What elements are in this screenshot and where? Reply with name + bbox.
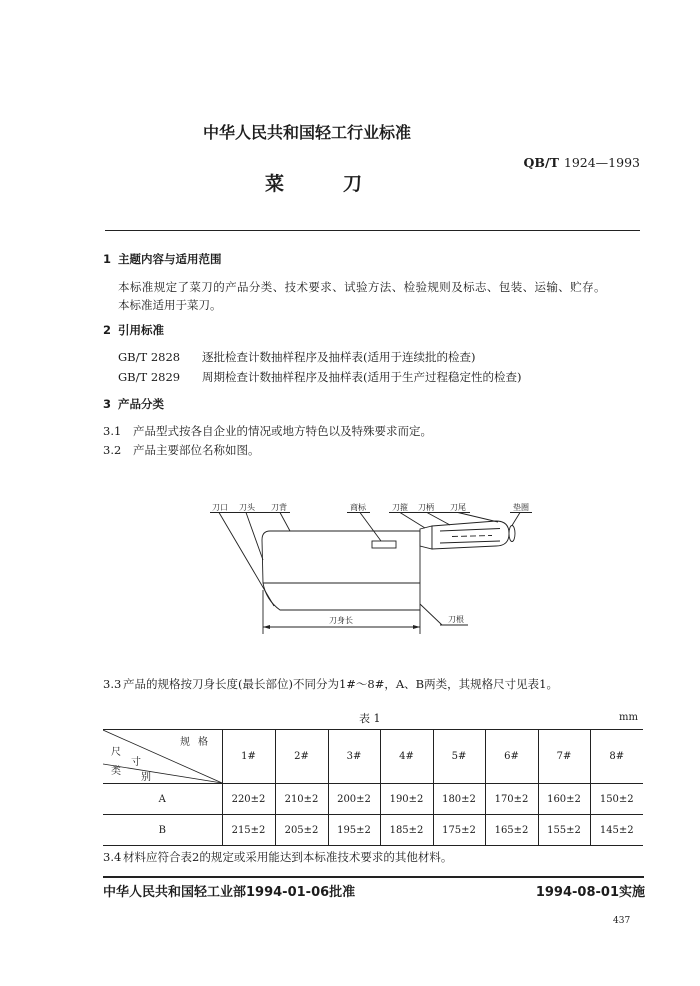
reference-title: 逐批检查计数抽样程序及抽样表(适用于连续批的检查) [202,350,476,364]
corner-label-size: 尺 [111,747,121,758]
section-3-number: 3 [103,397,112,411]
dimension-arrow-right [413,625,420,629]
leader-ferrule [400,513,425,529]
table-row [103,784,643,815]
table-cell: 165±2 [485,815,538,846]
ferrule [420,526,432,549]
dimension-arrow-left [263,625,270,629]
leader-handle [427,513,450,526]
table-cell: 155±2 [538,815,590,846]
label-head: 刀头 [239,503,255,512]
table-column-header: 2# [275,730,328,784]
document-title: 菜刀 [265,173,422,195]
standard-code-prefix: QB/T [523,155,559,170]
corner-label-type: 别 [141,772,151,783]
footer-divider [103,876,644,878]
table-cell: 175±2 [433,815,485,846]
section-1-paragraph: 本标准适用于菜刀。 [118,298,222,312]
reference-code: GB/T 2828 [118,350,181,364]
table-cell: 160±2 [538,784,590,815]
leader-tail [458,513,498,523]
issuing-body-title: 中华人民共和国轻工行业标准 [203,123,412,142]
leader-washer [512,513,520,526]
table-row-label: A [103,784,222,815]
corner-label-type: 类 [111,766,121,777]
reference-code: GB/T 2829 [118,370,181,384]
label-back: 刀背 [271,503,287,512]
table-cell: 200±2 [328,784,380,815]
table-column-header: 7# [538,730,590,784]
label-heel: 刀根 [448,615,464,624]
label-blade-length: 刀身长 [329,616,353,625]
leader-heel [420,604,442,625]
table-cell: 180±2 [433,784,485,815]
table-column-header: 1# [222,730,275,784]
table-cell: 210±2 [275,784,328,815]
label-tail: 刀尾 [450,503,466,512]
label-ferrule: 刀箍 [392,503,408,512]
table-column-header: 8# [590,730,643,784]
leader-head [246,513,263,561]
effective-date: 1994-08-01实施 [535,885,645,900]
clause-number: 3.4 [103,850,122,864]
label-trademark: 商标 [350,503,366,512]
page-number: 437 [613,916,631,926]
table-header-row [103,730,643,784]
handle-body [432,521,509,549]
clause-number: 3.1 [103,424,122,438]
clause-text: 产品型式按各自企业的情况或地方特色以及特殊要求而定。 [133,424,432,438]
approval-line: 中华人民共和国轻工业部1994-01-06批准 [103,885,356,900]
table-cell: 220±2 [222,784,275,815]
table-column-header: 4# [380,730,433,784]
clause-number: 3.3 [103,677,122,691]
table-column-header: 6# [485,730,538,784]
clause-text: 产品主要部位名称如图。 [133,443,260,457]
table-row-label: B [103,815,222,846]
table-cell: 145±2 [590,815,643,846]
washer [509,526,515,542]
header-divider [105,230,640,231]
label-handle: 刀柄 [418,503,434,512]
label-edge: 刀口 [212,503,228,512]
standard-code-number: 1924—1993 [563,155,640,170]
table-column-header: 3# [328,730,380,784]
table-row [103,815,643,846]
table-cell: 150±2 [590,784,643,815]
table-cell: 215±2 [222,815,275,846]
table-cell: 190±2 [380,784,433,815]
table-caption: 表 1 [359,712,381,725]
standard-code [524,157,640,170]
table-cell: 170±2 [485,784,538,815]
table-cell: 195±2 [328,815,380,846]
specification-table [103,729,643,846]
table-corner-cell [103,730,222,784]
section-1-paragraph: 本标准规定了菜刀的产品分类、技术要求、试验方法、检验规则及标志、包装、运输、贮存。 [118,280,606,294]
table-column-header: 5# [433,730,485,784]
table-cell: 205±2 [275,815,328,846]
table-unit: mm [619,712,638,723]
table-cell: 185±2 [380,815,433,846]
section-2-heading: 引用标准 [118,323,164,337]
corner-label-size: 寸 [131,757,141,768]
section-2-number: 2 [103,323,112,337]
section-1-number: 1 [103,252,112,266]
section-3-heading: 产品分类 [118,397,164,411]
section-1-heading: 主题内容与适用范围 [118,252,222,266]
kitchen-knife-diagram [195,492,545,640]
label-washer: 垫圈 [513,503,529,512]
corner-label-spec: 规格 [180,737,216,748]
leader-back [280,513,290,532]
reference-title: 周期检查计数抽样程序及抽样表(适用于生产过程稳定性的检查) [202,370,522,384]
clause-number: 3.2 [103,443,122,457]
clause-text: 材料应符合表2的规定或采用能达到本标准技术要求的其他材料。 [123,850,453,864]
clause-text: 产品的规格按刀身长度(最长部位)不同分为1#～8#，A、B两类，其规格尺寸见表1。 [123,677,558,691]
